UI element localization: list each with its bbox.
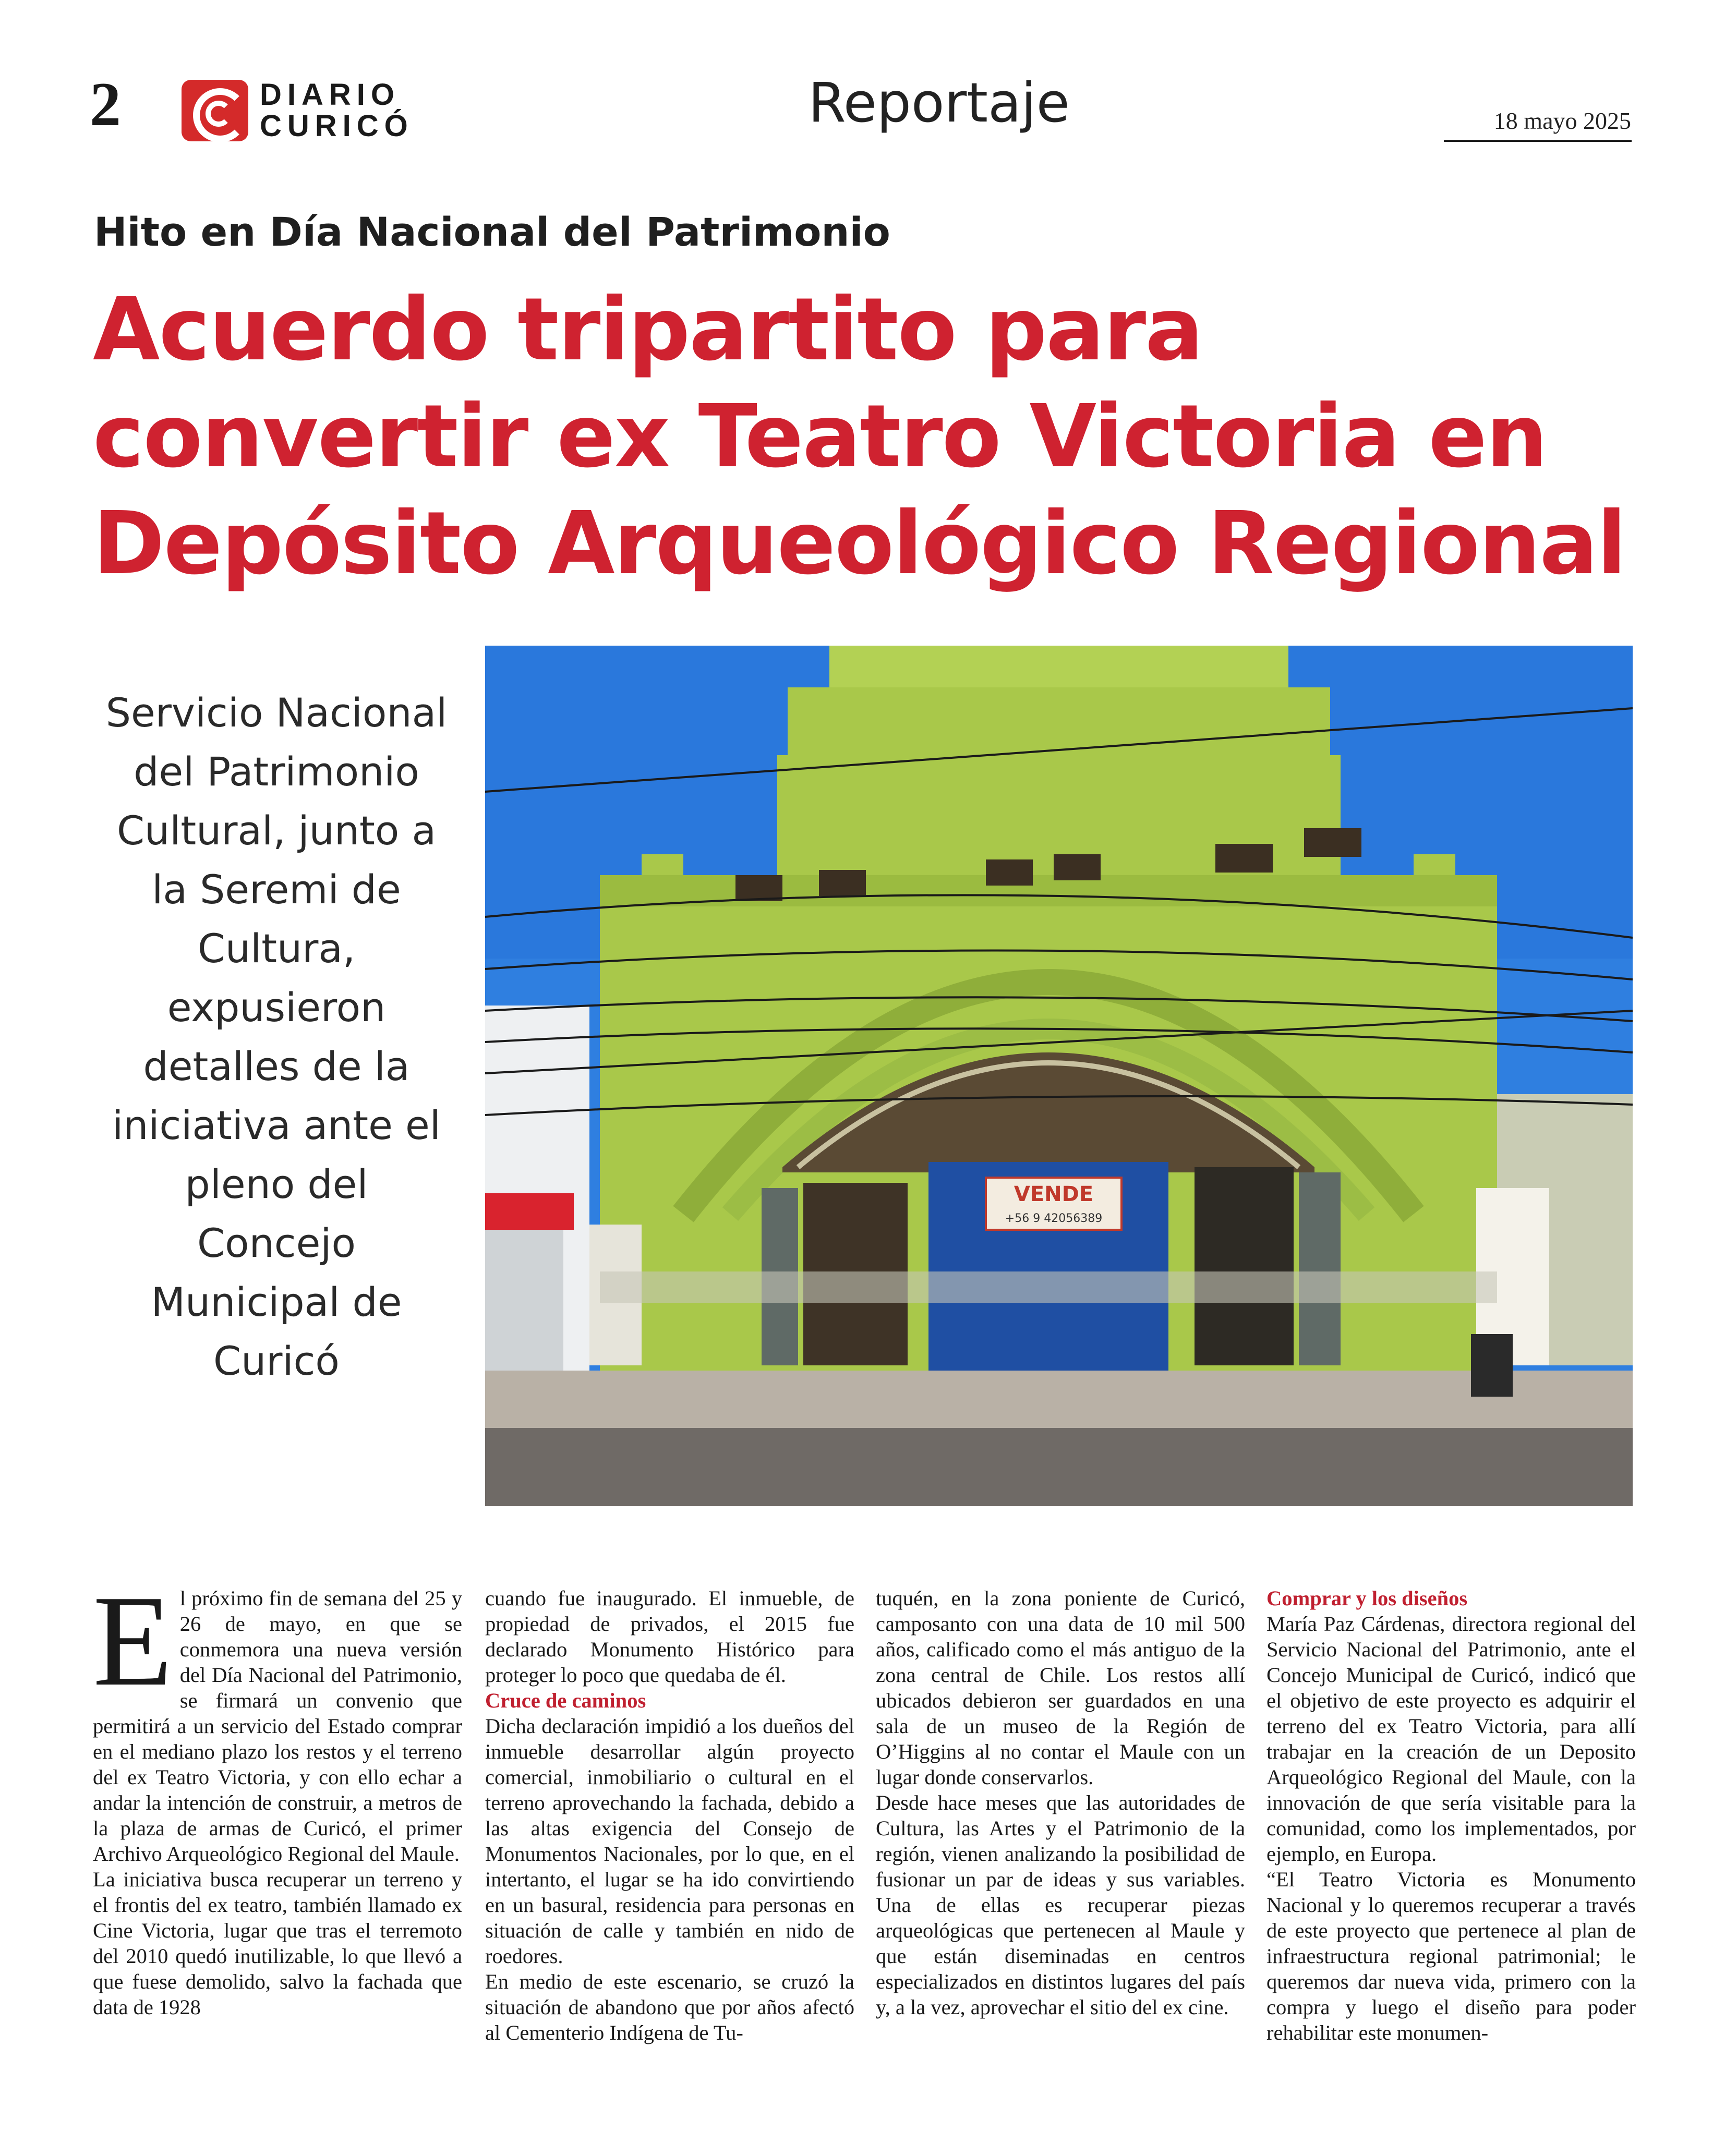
page-number: 2 [90,69,121,139]
article-paragraph: María Paz Cárdenas, directora regional del Servicio Nacional del Patrimonio, ante el Concejo Municipal de Curicó, indicó que el objetivo de este proyecto es adquirir el terreno del ex Teatro Victoria, para allí trabajar en la creación de un Deposito Arqueológico Regional del Maule, con la innovación de que sería visitable para la comunidad, como los implementados, por ejemplo, en Europa. [1266,1612,1636,1866]
article-column-1 [93,1569,462,2020]
section-title: Reportaje [808,71,1070,135]
article-paragraph: cuando fue inaugurado. El inmueble, de propiedad de privados, el 2015 fue declarado Monumento Histórico para proteger lo poco que quedaba de él. [485,1586,854,1687]
issue-date: 18 mayo 2025 [1493,107,1631,134]
article-column-2 [485,1585,854,2045]
article-paragraph: Desde hace meses que las autoridades de Cultura, las Artes y el Patrimonio de la región, vienen analizando la posibilidad de fusionar un par de ideas y sus variables. Una de ellas es recuperar piezas arqueológicas que pertenecen al Maule y que están diseminadas en centros especializados en distintos lugares del país y, a la vez, aprovechar el sitio del ex cine. [876,1791,1245,2019]
logo-line-2: CURICÓ [260,109,414,143]
article-headline: Acuerdo tripartito para convertir ex Teatro Victoria en Depósito Arqueológico Regional [93,280,1626,594]
date-rule [1444,140,1632,142]
article-paragraph [93,1569,462,1867]
article-column-3 [876,1585,1245,2020]
article-paragraph: Dicha declaración impidió a los dueños del inmueble desarrollar algún proyecto comercial, inmobiliario o cultural en el terreno aprovechando la fachada, debido a las altas exigencia del Consejo de Monumentos Nacionales, por lo que, en el intertanto, el lugar se ha ido convirtiendo en un basural, residencia para personas en situación de calle y también en nido de roedores. [485,1714,854,1968]
teatro-victoria-photo [485,646,1633,1506]
article-kicker: Hito en Día Nacional del Patrimonio [94,209,890,255]
sale-sign-text: VENDE [1014,1182,1094,1206]
paragraph-text: l próximo fin de semana del 25 y 26 de mayo, en que se conmemora una nueva versión del Día Nacional del Patrimonio, se firmará un convenio que permitirá a un servicio del Estado comprar en el mediano plazo los restos y el terreno del ex Teatro Victoria, y con ello echar a andar la intención de construir, a metros de la plaza de armas de Curicó, el primer Archivo Arqueológico Regional del Maule. [93,1586,462,1866]
diario-curico-logo[interactable] [182,79,414,142]
article-column-4 [1266,1585,1636,2045]
logo-mark-icon [182,80,248,141]
subheading-cruce-de-caminos: Cruce de caminos [485,1689,646,1712]
sale-sign-phone: +56 9 42056389 [1005,1212,1103,1225]
logo-wordmark [260,79,414,142]
drop-cap: E [93,1569,173,1713]
article-paragraph: “El Teatro Victoria es Monumento Nacional y lo queremos recuperar a través de este proyecto que pertenece al plan de infraestructura regional patrimonial; le queremos dar nueva vida, primero con la compra y luego el diseño para poder rehabilitar este monumen- [1266,1868,1636,2044]
article-deck: Servicio Nacional del Patrimonio Cultural, junto a la Seremi de Cultura, expusieron detalles de la iniciativa ante el pleno del Concejo Municipal de Curicó [105,689,448,1384]
article-paragraph: En medio de este escenario, se cruzó la situación de abandono que por años afectó al Cementerio Indígena de Tu- [485,1970,854,2044]
subheading-comprar-y-los-disenos: Comprar y los diseños [1266,1586,1468,1610]
article-paragraph: tuquén, en la zona poniente de Curicó, camposanto con una data de 10 mil 500 años, calificado como el más antiguo de la zona central de Chile. Los restos allí ubicados debieron ser guardados en una sala de un museo de la Región de O’Higgins al no contar el Maule con un lugar donde conservarlos. [876,1586,1245,1789]
logo-line-1: DIARIO [260,78,400,112]
article-paragraph: La iniciativa busca recuperar un terreno y el frontis del ex teatro, también llamado ex Cine Victoria, lugar que tras el terremoto del 2010 quedó inutilizable, lo que llevó a que fuese demolido, salvo la fachada que data de 1928 [93,1868,462,2019]
